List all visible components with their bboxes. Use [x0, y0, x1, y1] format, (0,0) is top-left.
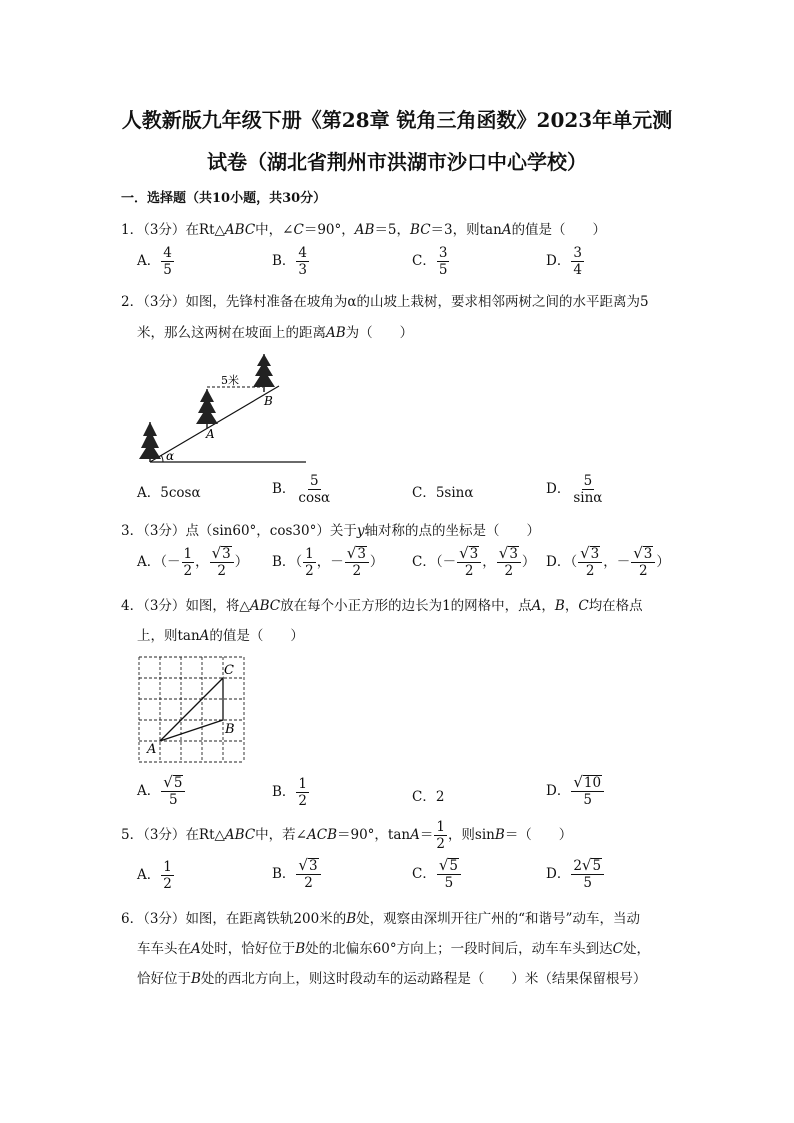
paren: （ [570, 553, 578, 570]
denominator: 5 [438, 262, 448, 279]
option-label: D． [546, 553, 571, 570]
q6-text: 车车头在 [137, 941, 191, 957]
q1-var: C [293, 222, 304, 238]
q1-var: ABC [224, 222, 256, 238]
fraction [631, 546, 655, 579]
denominator: 5 [444, 875, 454, 892]
denominator: 2 [436, 836, 445, 853]
denominator: sinα [573, 490, 603, 507]
denominator: 5 [583, 875, 592, 892]
q5-option-b[interactable] [272, 858, 322, 891]
option-text: 5cosα [160, 485, 201, 501]
q4-var: A [531, 598, 542, 614]
point-a-label: A [147, 742, 157, 757]
numerator: 3 [573, 245, 582, 261]
question-4 [121, 594, 643, 614]
q2-text: 如图，先锋村准备在坡角为α的山坡上栽树，要求相邻两树之间的水平距离为5 [185, 294, 649, 310]
q6-number: 6． [121, 911, 144, 927]
paren: （－ [160, 553, 181, 570]
numerator [571, 858, 604, 875]
q3-text: 点（sin60°，cos30°）关于 [185, 523, 357, 539]
q5-number: 5． [121, 827, 144, 844]
fraction [296, 858, 320, 891]
radicand: 3 [469, 546, 479, 562]
q4-var: B [554, 598, 565, 614]
option-label: B． [272, 553, 296, 570]
radicand: 3 [357, 546, 366, 562]
q3-number: 3． [121, 523, 144, 539]
paren: ） [521, 553, 536, 570]
sqrt [298, 858, 318, 873]
fraction [457, 546, 481, 579]
radicand: 3 [590, 546, 600, 562]
question-6-line-2 [137, 937, 650, 957]
coefficient: 2 [573, 858, 582, 875]
q1-option-b[interactable] [272, 246, 310, 277]
paren: ） [656, 553, 670, 570]
denominator: 2 [464, 563, 474, 580]
denominator: 2 [352, 563, 362, 580]
q4-option-c[interactable] [412, 785, 444, 805]
q1-option-d[interactable] [546, 246, 585, 277]
option-label: A． [137, 867, 161, 884]
distance-label: 5米 [221, 374, 239, 387]
q6-var: B [191, 971, 201, 987]
radical-sign: √ [163, 773, 173, 792]
q6-var: B [346, 911, 357, 927]
fraction [437, 246, 450, 277]
fraction [437, 858, 461, 891]
option-label: A． [137, 253, 161, 270]
tree-icon [196, 389, 218, 428]
denominator: 2 [163, 876, 172, 893]
q6-text: 恰好位于 [137, 971, 191, 987]
q1-option-a[interactable] [137, 246, 175, 277]
fraction [571, 474, 604, 505]
q4-text: 放在每个小正方形的边长为1的网格中，点 [280, 598, 532, 614]
q1-text: ＝5， [374, 222, 411, 238]
q3-score: （3分） [143, 523, 186, 539]
numerator [345, 546, 369, 563]
fraction [210, 546, 234, 579]
radicand: 3 [643, 546, 653, 562]
q6-var: A [191, 941, 201, 957]
q2-option-b[interactable] [272, 474, 333, 505]
q5-option-a[interactable] [137, 860, 175, 891]
numerator [161, 775, 185, 792]
point-b-label: B [264, 394, 273, 408]
q6-text: 处时，恰好位于 [200, 941, 296, 957]
denominator: 2 [639, 563, 648, 580]
paren: ） [234, 553, 249, 570]
option-label: D． [546, 481, 571, 498]
paren: ） [369, 553, 384, 570]
radicand: 5 [449, 858, 458, 874]
q3-option-d[interactable] [546, 546, 670, 579]
numerator [296, 858, 320, 875]
q4-var: C [578, 598, 589, 614]
fraction [578, 546, 602, 579]
angle-arc [161, 455, 163, 462]
option-label: C． [412, 485, 436, 501]
q2-number: 2． [121, 294, 144, 310]
slope-figure [133, 350, 313, 468]
point-a-label: A [206, 427, 215, 441]
numerator: 5 [583, 473, 593, 489]
triangle-abc [160, 678, 223, 741]
question-3 [121, 519, 540, 539]
grid-figure [133, 652, 253, 767]
sqrt [459, 546, 479, 561]
section-heading: 一．选择题（共10小题，共30分） [121, 191, 327, 206]
fraction [434, 820, 447, 851]
fraction [296, 777, 309, 808]
option-label: D． [546, 782, 571, 799]
question-1 [121, 218, 606, 238]
q5-var: B [494, 827, 505, 844]
q1-var: BC [410, 222, 431, 238]
paren: （ [295, 553, 303, 570]
question-2 [121, 290, 649, 310]
q6-text: 处的西北方向上，则这时段动车的运动路程是（ ）米（结果保留根号） [200, 971, 647, 987]
q4-option-b[interactable] [272, 777, 310, 808]
q6-text: 如图，在距离铁轨200米的 [185, 911, 347, 927]
q4-var: A [199, 628, 210, 644]
denominator: 5 [583, 792, 592, 809]
question-4-line-2 [137, 624, 304, 644]
numerator [437, 858, 461, 875]
q5-text: 中，若∠ [255, 827, 307, 844]
question-2-line-2 [137, 321, 413, 341]
q1-text: ＝3，则tan [430, 222, 502, 238]
radical-sign: √ [498, 544, 509, 563]
q5-option-c[interactable] [412, 858, 462, 891]
option-label: B． [272, 784, 296, 801]
q5-text: ＝90°，tan [336, 827, 411, 844]
numerator: 1 [436, 819, 445, 835]
numerator: 4 [163, 245, 172, 261]
option-label: C． [412, 865, 436, 882]
radical-sign: √ [573, 773, 583, 792]
sqrt [580, 546, 600, 561]
alpha-label: α [166, 449, 175, 463]
q4-number: 4． [121, 598, 144, 614]
q5-text: ＝ [419, 827, 434, 844]
sqrt [439, 858, 459, 873]
option-label: B． [272, 481, 296, 498]
fraction [497, 546, 521, 579]
denominator: 2 [298, 793, 308, 810]
option-label: B． [272, 865, 296, 882]
option-text: 5sinα [435, 485, 474, 501]
numerator [210, 546, 234, 563]
radicand: 3 [222, 546, 231, 562]
q6-text: 处， [622, 941, 650, 957]
paren: （－ [435, 553, 457, 570]
q1-option-c[interactable] [412, 246, 450, 277]
q3-option-a[interactable] [137, 546, 248, 579]
numerator: 3 [438, 245, 448, 261]
numerator: 1 [298, 776, 308, 792]
q2-text: 为（ ） [345, 325, 414, 341]
denominator: 2 [504, 563, 514, 580]
q2-score: （3分） [143, 294, 186, 310]
denominator: 4 [573, 262, 582, 279]
radicand: 5 [592, 858, 602, 874]
q4-option-d[interactable] [546, 775, 605, 808]
denominator: 3 [298, 262, 308, 279]
q4-text: 均在格点 [588, 598, 643, 614]
option-label: A． [137, 782, 161, 799]
option-label: D． [546, 253, 571, 270]
q6-var: B [295, 941, 306, 957]
point-c-label: C [224, 663, 234, 678]
denominator: 2 [305, 562, 314, 579]
separator: ， [482, 553, 496, 570]
q3-var: y [356, 523, 365, 539]
separator: ，－ [316, 553, 344, 570]
q3-text: 轴对称的点的坐标是（ ） [364, 523, 540, 539]
radical-sign: √ [438, 856, 449, 875]
option-label: C． [412, 789, 436, 805]
sqrt [633, 546, 653, 561]
radical-sign: √ [459, 544, 469, 563]
tree-icon [253, 354, 275, 392]
numerator [457, 546, 481, 563]
q1-var: AB [354, 222, 375, 238]
numerator: 4 [298, 245, 308, 261]
sqrt [573, 775, 602, 790]
q1-text: ＝90°， [303, 222, 355, 238]
q2-option-c[interactable] [412, 481, 474, 501]
option-label: A． [137, 553, 161, 570]
fraction [345, 546, 369, 579]
q6-score: （3分） [143, 911, 186, 927]
q4-text: 如图，将△ [185, 598, 250, 614]
fraction [571, 775, 604, 808]
q4-option-a[interactable] [137, 775, 186, 808]
q1-text: 的值是（ ） [511, 222, 607, 238]
q4-score: （3分） [143, 598, 186, 614]
q3-option-c[interactable] [412, 546, 535, 579]
q6-text: 处，观察由深圳开往广州的“和谐号”动车，当动 [356, 911, 640, 927]
sqrt [347, 546, 367, 561]
q5-text: 在Rt△ [185, 827, 225, 844]
q5-var: ACB [306, 827, 337, 844]
q2-var: AB [326, 325, 346, 341]
sqrt [163, 775, 183, 790]
separator: ， [195, 553, 209, 570]
radicand: 10 [583, 775, 602, 791]
fraction [296, 474, 332, 505]
title-line-2: 试卷（湖北省荆州市洪湖市沙口中心学校） [207, 150, 587, 174]
option-label: D． [546, 865, 571, 882]
numerator [497, 546, 521, 563]
q5-text: ，则sin [447, 827, 495, 844]
denominator: 5 [163, 262, 172, 279]
denominator: 2 [183, 562, 193, 579]
numerator [571, 775, 604, 792]
fraction [296, 246, 309, 277]
numerator: 1 [183, 545, 193, 562]
q4-text: 上，则tan [137, 628, 200, 644]
radicand: 5 [173, 775, 183, 791]
denominator: cosα [298, 490, 331, 507]
radical-sign: √ [580, 544, 590, 563]
radicand: 3 [509, 546, 518, 562]
fraction [161, 246, 174, 277]
fraction [571, 858, 604, 891]
radical-sign: √ [211, 544, 222, 563]
title-line-1: 人教新版九年级下册《第28章 锐角三角函数》2023年单元测 [121, 108, 673, 132]
q4-text: ， [564, 598, 579, 614]
option-text: 2 [435, 789, 445, 805]
radical-sign: √ [298, 856, 308, 875]
option-label: B． [272, 253, 296, 270]
q6-var: C [612, 941, 623, 957]
q4-text: 的值是（ ） [209, 628, 304, 644]
option-label: A． [137, 485, 161, 501]
numerator [631, 546, 655, 563]
sqrt [499, 546, 519, 561]
q1-number: 1． [121, 222, 144, 238]
radical-sign: √ [581, 856, 592, 875]
question-6-line-3 [137, 967, 646, 987]
q4-text: ， [541, 598, 555, 614]
fraction [161, 860, 174, 891]
q1-text: 中，∠ [255, 222, 294, 238]
sqrt [212, 546, 232, 561]
option-label: C． [412, 253, 436, 270]
fraction [571, 246, 584, 277]
q1-text: 在Rt△ [185, 222, 225, 238]
tree-icon [139, 422, 161, 462]
q5-option-d[interactable] [546, 858, 605, 891]
q5-var: ABC [224, 827, 256, 844]
q6-text: 处的北偏东60°方向上；一段时间后，动车车头到达 [305, 941, 613, 957]
q2-text: 米，那么这两树在坡面上的距离 [137, 325, 326, 341]
radical-sign: √ [633, 544, 643, 563]
question-5 [121, 820, 572, 851]
option-label: C． [412, 553, 436, 570]
question-6 [121, 907, 640, 927]
fraction [161, 775, 185, 808]
denominator: 2 [217, 563, 226, 580]
separator: ，－ [603, 553, 631, 570]
fraction [182, 547, 195, 578]
denominator: 2 [304, 875, 313, 892]
q5-text: ＝（ ） [504, 827, 573, 844]
q4-var: ABC [249, 598, 281, 614]
denominator: 2 [585, 563, 595, 580]
q1-var: A [501, 222, 512, 238]
radicand: 3 [308, 858, 318, 874]
point-b-label: B [225, 722, 235, 737]
numerator: 1 [305, 545, 314, 562]
q5-score: （3分） [143, 827, 186, 844]
numerator [578, 546, 602, 563]
numerator: 5 [309, 473, 319, 489]
fraction [303, 547, 316, 578]
numerator: 1 [163, 859, 172, 875]
radical-sign: √ [346, 544, 357, 563]
q3-option-b[interactable] [272, 546, 383, 579]
q2-option-d[interactable] [546, 474, 605, 505]
q1-score: （3分） [143, 222, 186, 238]
denominator: 5 [169, 792, 178, 809]
q2-option-a[interactable] [137, 481, 201, 501]
sqrt [582, 858, 602, 873]
q5-var: A [410, 827, 420, 844]
